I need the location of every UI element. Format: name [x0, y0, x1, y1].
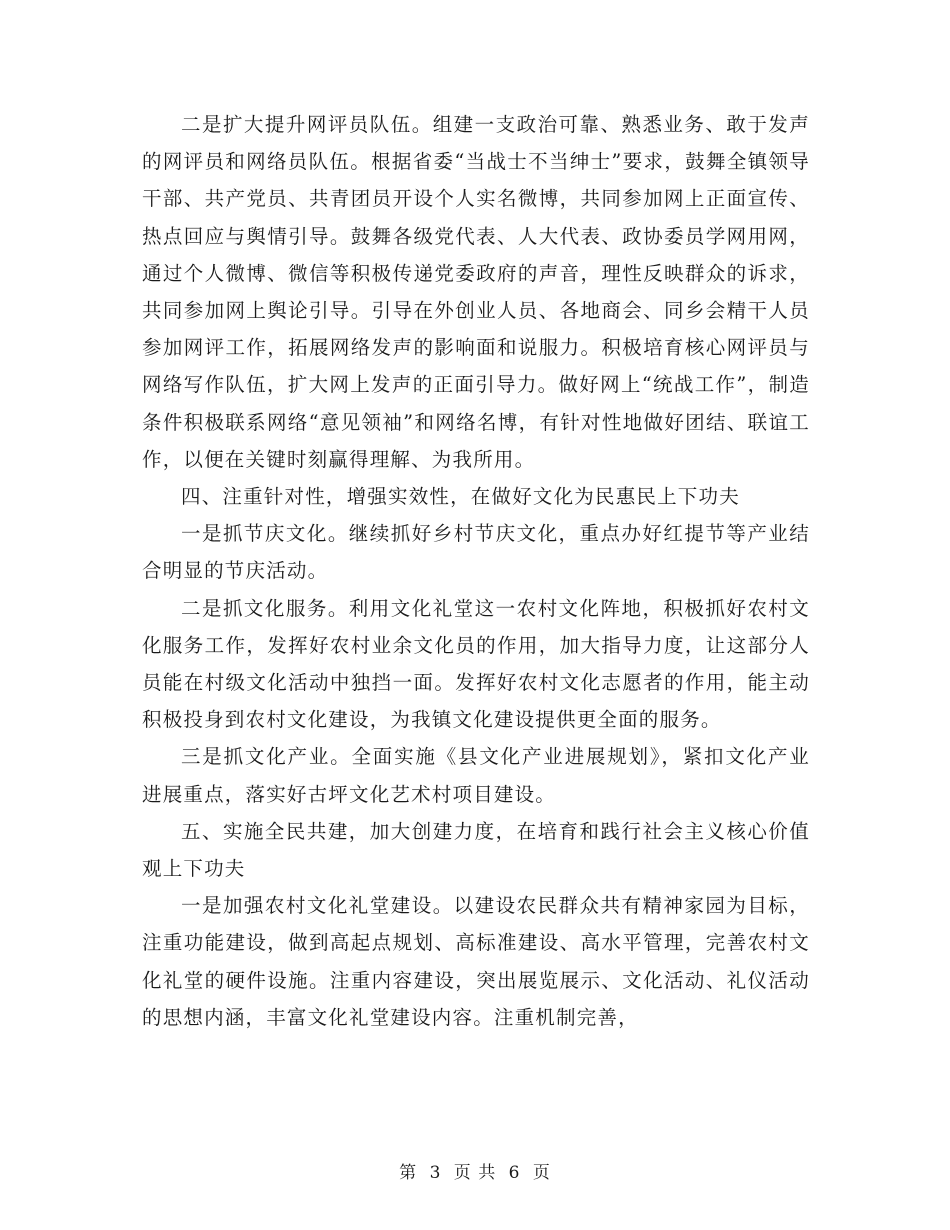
- footer-suffix: 页: [532, 1163, 551, 1183]
- paragraph-expand-commentators: 二是扩大提升网评员队伍。组建一支政治可靠、熟悉业务、敢于发声的网评员和网络员队伍。根据省委“当战士不当绅士”要求，鼓舞全镇领导干部、共产党员、共青团员开设个人实名微博，共同参加网上正面宣传、热点回应与舆情引导。鼓舞各级党代表、人大代表、政协委员学网用网，通过个人微博、微信等积极传递党委政府的声音，理性反映群众的诉求，共同参加网上舆论引导。引导在外创业人员、各地商会、同乡会精干人员参加网评工作，拓展网络发声的影响面和说服力。积极培育核心网评员与网络写作队伍，扩大网上发声的正面引导力。做好网上“统战工作”，制造条件积极联系网络“意见领袖”和网络名博，有针对性地做好团结、联谊工作，以便在关键时刻赢得理解、为我所用。: [142, 113, 810, 471]
- footer-middle: 页 共: [453, 1163, 497, 1183]
- paragraph-culture-industry: 三是抓文化产业。全面实施《县文化产业进展规划》，紧扣文化产业进展重点，落实好古坪文化艺术村项目建设。: [142, 745, 810, 806]
- paragraph-festival-culture: 一是抓节庆文化。继续抓好乡村节庆文化，重点办好红提节等产业结合明显的节庆活动。: [142, 522, 810, 583]
- footer-total-pages: 6: [508, 1163, 521, 1183]
- footer-page-number: 3: [429, 1163, 442, 1183]
- paragraph-culture-service: 二是抓文化服务。利用文化礼堂这一农村文化阵地，积极抓好农村文化服务工作，发挥好农村业余文化员的作用，加大指导力度，让这部分人员能在村级文化活动中独挡一面。发挥好农村文化志愿者的作用，能主动积极投身到农村文化建设，为我镇文化建设提供更全面的服务。: [142, 596, 810, 732]
- footer-prefix: 第: [399, 1163, 418, 1183]
- document-body: [142, 106, 810, 1036]
- section-heading-four: 四、注重针对性，增强实效性，在做好文化为民惠民上下功夫: [181, 485, 740, 509]
- paragraph-culture-hall: 一是加强农村文化礼堂建设。以建设农民群众共有精神家园为目标，注重功能建设，做到高起点规划、高标准建设、高水平管理，完善农村文化礼堂的硬件设施。注重内容建设，突出展览展示、文化活动、礼仪活动的思想内涵，丰富文化礼堂建设内容。注重机制完善，: [142, 894, 810, 1029]
- section-heading-five: 五、实施全民共建，加大创建力度，在培育和践行社会主义核心价值观上下功夫: [142, 819, 810, 881]
- page-footer: [0, 1158, 950, 1183]
